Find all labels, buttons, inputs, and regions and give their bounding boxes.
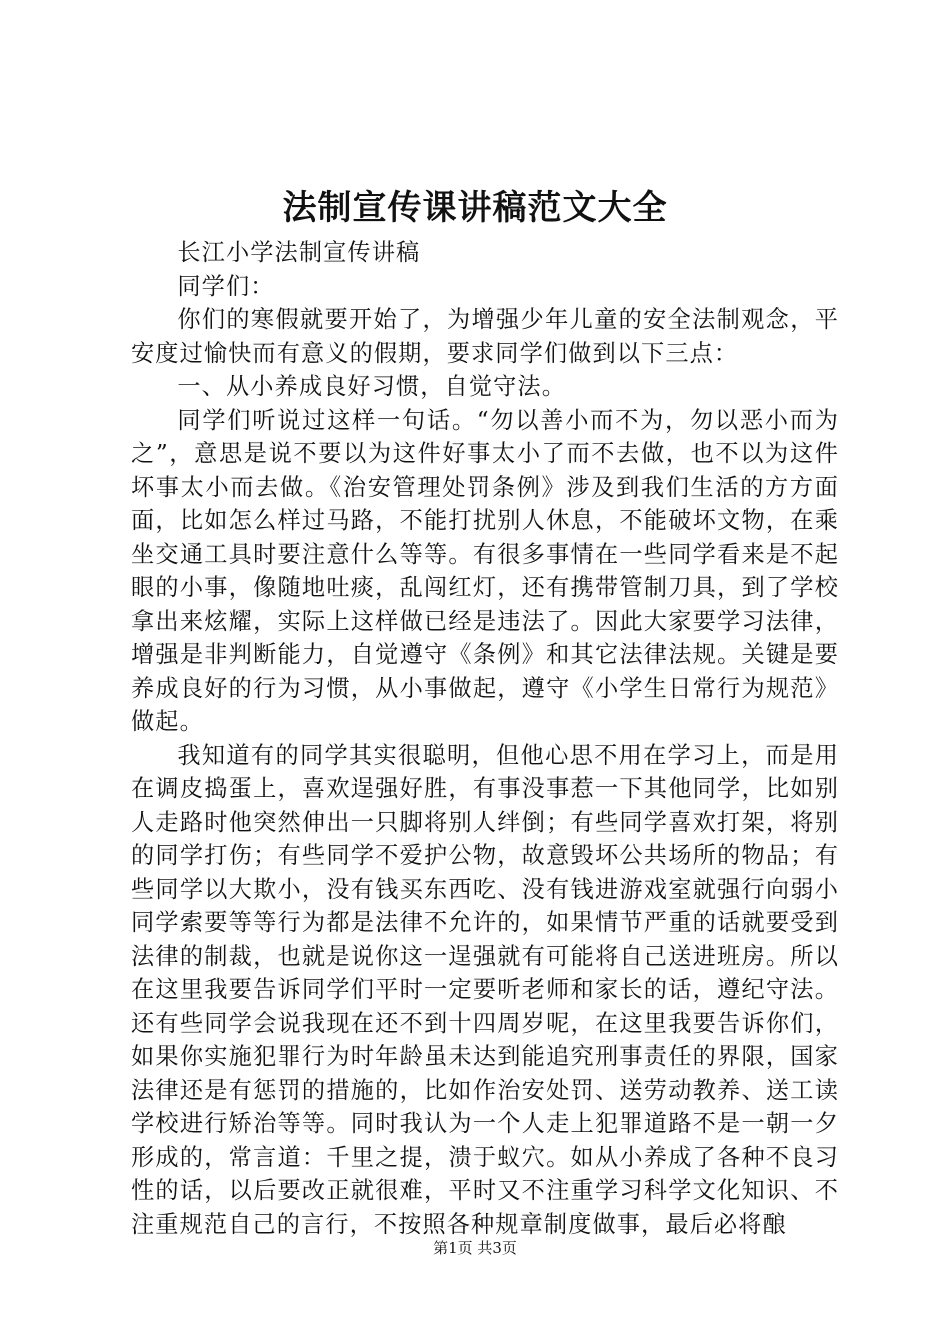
school-heading: 长江小学法制宣传讲稿 xyxy=(177,239,421,266)
page-number-footer: 第1页 共3页 xyxy=(433,1239,517,1257)
body-paragraph: 你们的寒假就要开始了，为增强少年儿童的安全法制观念，平安度过愉快而有意义的假期，要求同学们做到以下三点： xyxy=(131,306,839,367)
document-body xyxy=(131,236,839,1241)
body-paragraph: 我知道有的同学其实很聪明，但他心思不用在学习上，而是用在调皮捣蛋上，喜欢逞强好胜，有事没事惹一下其他同学，比如别人走路时他突然伸出一只脚将别人绊倒；有些同学喜欢打架，将别的同学打伤；有些同学不爱护公物，故意毁坏公共场所的物品；有些同学以大欺小，没有钱买东西吃、没有钱进游戏室就强行向弱小同学索要等等行为都是法律不允许的，如果情节严重的话就要受到法律的制裁，也就是说你这一逞强就有可能将自己送进班房。所以在这里我要告诉同学们平时一定要听老师和家长的话，遵纪守法。还有些同学会说我现在还不到十四周岁呢，在这里我要告诉你们，如果你实施犯罪行为时年龄虽未达到能追究刑事责任的界限，国家法律还是有惩罚的措施的，比如作治安处罚、送劳动教养、送工读学校进行矫治等等。同时我认为一个人走上犯罪道路不是一朝一夕形成的，常言道：千里之提，溃于蚁穴。如从小养成了各种不良习性的话，以后要改正就很难，平时又不注重学习科学文化知识、不注重规范自己的言行，不按照各种规章制度做事，最后必将酿 xyxy=(131,741,839,1238)
document-title: 法制宣传课讲稿范文大全 xyxy=(282,188,668,228)
section-heading: 一、从小养成良好习惯，自觉守法。 xyxy=(177,373,566,400)
salutation: 同学们： xyxy=(177,272,275,300)
body-paragraph: 同学们听说过这样一句话。“勿以善小而不为，勿以恶小而为之”，意思是说不要以为这件好事太小了而不去做，也不以为这件坏事太小而去做。《治安管理处罚条例》涉及到我们生活的方方面面，比如怎么样过马路，不能打扰别人休息，不能破坏文物，在乘坐交通工具时要注意什么等等。有很多事情在一些同学看来是不起眼的小事，像随地吐痰，乱闯红灯，还有携带管制刀具，到了学校拿出来炫耀，实际上这样做已经是违法了。因此大家要学习法律，增强是非判断能力，自觉遵守《条例》和其它法律法规。关键是要养成良好的行为习惯，从小事做起，遵守《小学生日常行为规范》做起。 xyxy=(131,406,839,735)
